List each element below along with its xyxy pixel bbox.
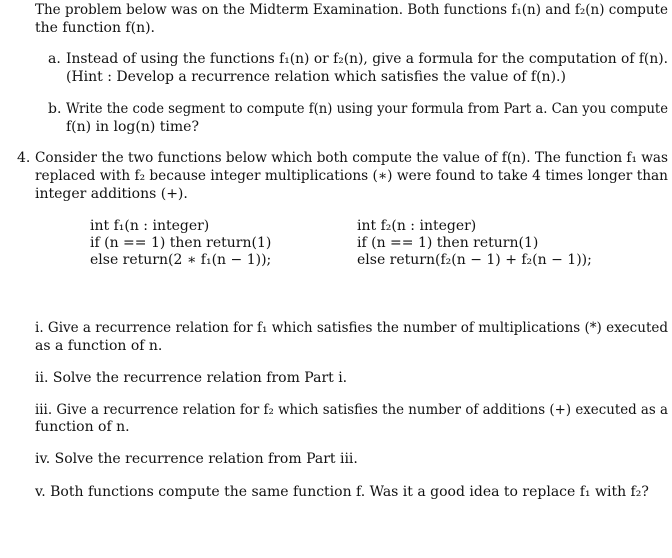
part-b-line-2: f(n) in log(n) time? (66, 119, 199, 135)
subquestion-iii-line-2: function of n. (35, 419, 130, 435)
intro-line-2: the function f(n). (35, 20, 156, 36)
subquestion-i-line-2: as a function of n. (35, 338, 163, 354)
code-f1-recursive-case: else return(2 ∗ f₁(n − 1)); (90, 252, 272, 268)
question-4-label: 4. (17, 150, 31, 166)
question-4-line-3: integer additions (+). (35, 186, 188, 202)
code-block-f1 (90, 218, 271, 269)
code-f1-base-case: if (n == 1) then return(1) (90, 235, 272, 251)
part-b-line-1: Write the code segment to compute f(n) using your formula from Part a. Can you compute (66, 101, 669, 117)
part-b-label: b. (48, 101, 62, 117)
code-f2-signature: int f₂(n : integer) (357, 218, 477, 234)
code-f1-signature: int f₁(n : integer) (90, 218, 210, 234)
part-a-label: a. (48, 51, 61, 67)
code-block-f2 (357, 218, 592, 269)
subquestion-i-line-1: i. Give a recurrence relation for f₁ which satisfies the number of multiplications (*) executed (35, 320, 669, 336)
subquestion-iv: iv. Solve the recurrence relation from Part iii. (35, 451, 358, 467)
part-a-line-1: Instead of using the functions f₁(n) or f₂(n), give a formula for the computation of f(n). (66, 51, 668, 67)
subquestion-iii-line-1: iii. Give a recurrence relation for f₂ which satisfies the number of additions (+) executed as a (35, 402, 669, 418)
subquestion-v: v. Both functions compute the same function f. Was it a good idea to replace f₁ with f₂? (35, 484, 649, 500)
question-4-line-1: Consider the two functions below which both compute the value of f(n). The function f₁ was (35, 150, 669, 166)
intro-line-1: The problem below was on the Midterm Examination. Both functions f₁(n) and f₂(n) compute (35, 2, 668, 18)
part-a-line-2: (Hint : Develop a recurrence relation which satisfies the value of f(n).) (66, 69, 566, 85)
code-f2-recursive-case: else return(f₂(n − 1) + f₂(n − 1)); (357, 252, 592, 268)
question-4-line-2: replaced with f₂ because integer multiplications (∗) were found to take 4 times longer than (35, 168, 668, 184)
code-f2-base-case: if (n == 1) then return(1) (357, 235, 539, 251)
subquestion-ii: ii. Solve the recurrence relation from Part i. (35, 370, 348, 386)
